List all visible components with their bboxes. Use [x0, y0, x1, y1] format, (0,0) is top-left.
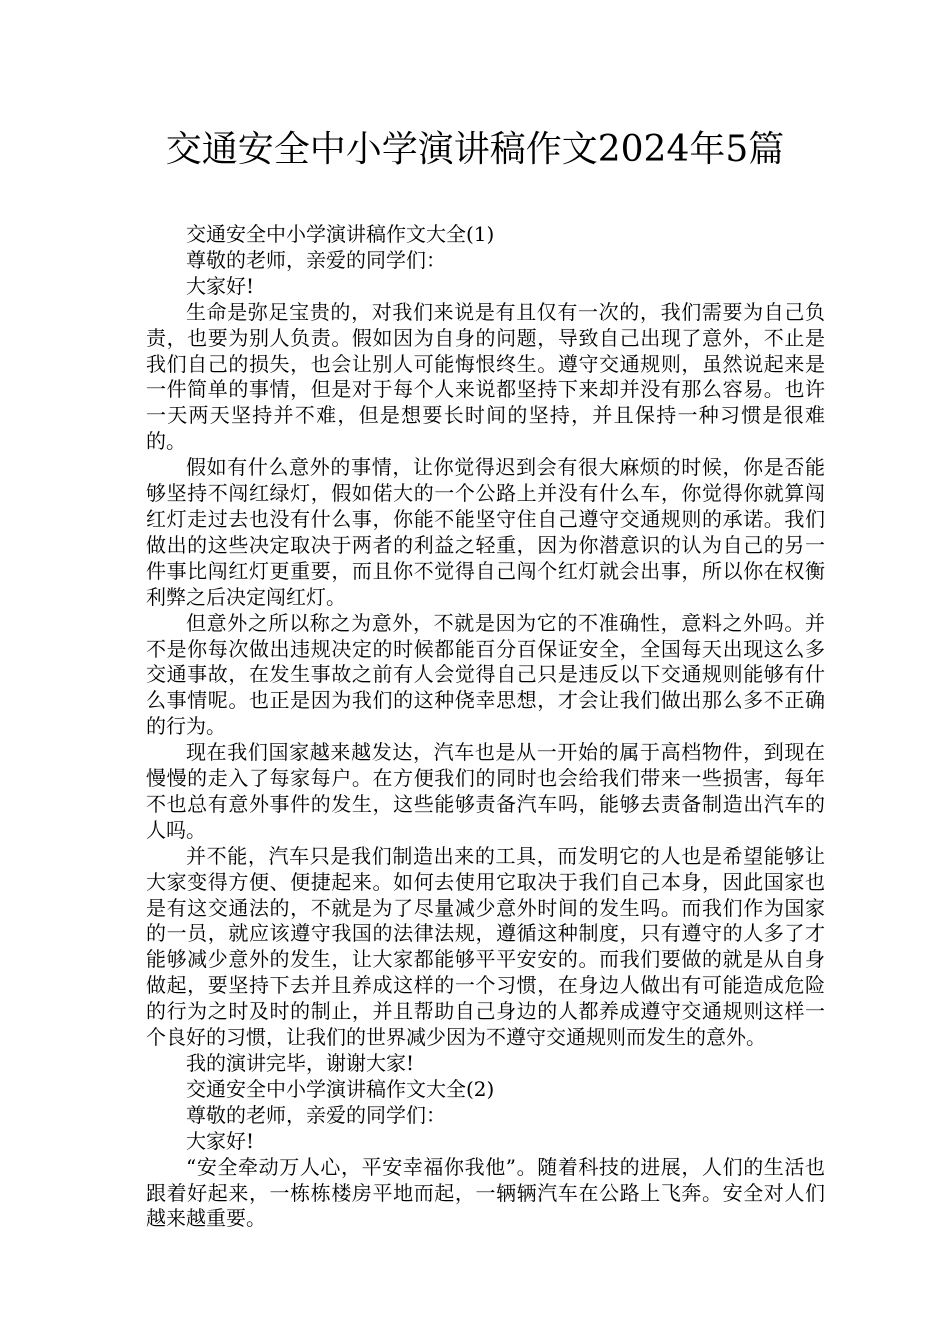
- closing-line: 我的演讲完毕，谢谢大家!: [186, 1051, 415, 1075]
- document-title: 交通安全中小学演讲稿作文2024年5篇: [165, 129, 785, 170]
- section-heading-2: 交通安全中小学演讲稿作文大全(2): [186, 1076, 495, 1101]
- section-heading-1: 交通安全中小学演讲稿作文大全(1): [186, 222, 495, 246]
- body-paragraph: 生命是弥足宝贵的，对我们来说是有且仅有一次的，我们需要为自己负责，也要为别人负责。假如因为自身的问题，导致自己出现了意外，不止是我们自己的损失，也会让别人可能悔恨终生。遵守交通规则，虽然说起来是一件简单的事情，但是对于每个人来说都坚持下来却并没有那么容易。也许一天两天坚持并不难，但是想要长时间的坚持，并且保持一种习惯是很难的。: [146, 299, 825, 454]
- greeting: 大家好!: [186, 1128, 255, 1153]
- body-paragraph: 现在我们国家越来越发达，汽车也是从一开始的属于高档物件，到现在慢慢的走入了每家每户。在方便我们的同时也会给我们带来一些损害，每年不也总有意外事件的发生，这些能够责备汽车吗，能够去责备制造出汽车的人吗。: [146, 740, 825, 842]
- salutation: 尊敬的老师，亲爱的同学们：: [186, 1102, 446, 1127]
- document-body: [146, 222, 825, 1232]
- body-paragraph: 但意外之所以称之为意外，不就是因为它的不准确性，意料之外吗。并不是你每次做出违规决定的时候都能百分百保证安全，全国每天出现这么多交通事故，在发生事故之前有人会觉得自己只是违反以下交通规则能够有什么事情呢。也正是因为我们的这种侥幸思想，才会让我们做出那么多不正确的行为。: [146, 610, 825, 739]
- body-paragraph: 假如有什么意外的事情，让你觉得迟到会有很大麻烦的时候，你是否能够坚持不闯红绿灯，假如偌大的一个公路上并没有什么车，你觉得你就算闯红灯走过去也没有什么事，你能不能坚守住自己遵守交通规则的承诺。我们做出的这些决定取决于两者的利益之轻重，因为你潜意识的认为自己的另一件事比闯红灯更重要，而且你不觉得自己闯个红灯就会出事，所以你在权衡利弊之后决定闯红灯。: [146, 455, 825, 609]
- body-paragraph: “安全牵动万人心，平安幸福你我他”。随着科技的进展，人们的生活也跟着好起来，一栋栋楼房平地而起，一辆辆汽车在公路上飞奔。安全对人们越来越重要。: [146, 1154, 825, 1231]
- body-paragraph: 并不能，汽车只是我们制造出来的工具，而发明它的人也是希望能够让大家变得方便、便捷起来。如何去使用它取决于我们自己本身，因此国家也是有这交通法的，不就是为了尽量减少意外时间的发生吗。而我们作为国家的一员，就应该遵守我国的法律法规，遵循这种制度，只有遵守的人多了才能够减少意外的发生，让大家都能够平平安安的。而我们要做的就是从自身做起，要坚持下去并且养成这样的一个习惯，在身边人做出有可能造成危险的行为之时及时的制止，并且帮助自己身边的人都养成遵守交通规则这样一个良好的习惯，让我们的世界减少因为不遵守交通规则而发生的意外。: [146, 843, 825, 1050]
- salutation: 尊敬的老师，亲爱的同学们：: [186, 247, 446, 272]
- greeting: 大家好!: [186, 273, 255, 298]
